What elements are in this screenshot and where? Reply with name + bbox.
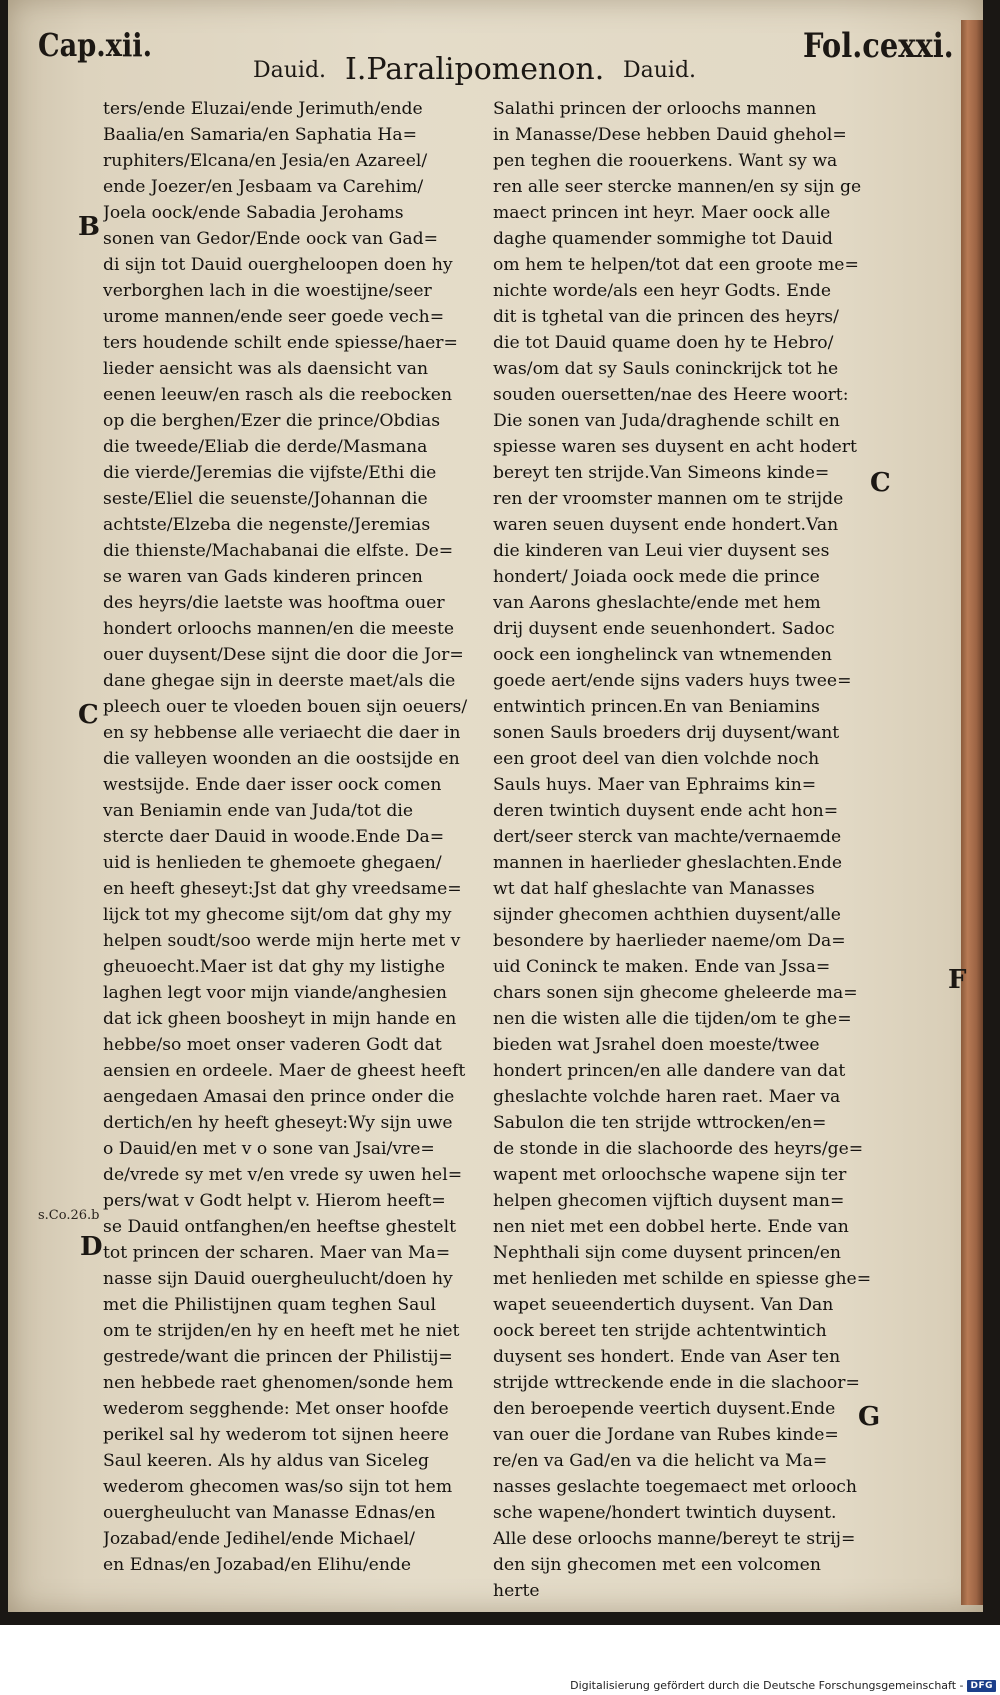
text-line: bereyt ten strijde.Van Simeons kinde= [493,463,830,483]
text-line: wapet seueendertich duysent. Van Dan [493,1295,834,1315]
text-line: Die sonen van Juda/draghende schilt en [493,411,840,431]
text-line: die kinderen van Leui vier duysent ses [493,541,830,561]
text-line: wapent met orloochsche wapene sijn ter [493,1165,847,1185]
text-line: dat ick gheen boosheyt in mijn hande en [103,1009,457,1029]
section-marker-d: D [80,1232,103,1262]
text-line: besondere by haerlieder naeme/om Da= [493,931,846,951]
text-line: goede aert/ende sijns vaders huys twee= [493,671,852,691]
text-line: strijde wttreckende ende in die slachoor= [493,1373,860,1393]
text-line: pen teghen die roouerkens. Want sy wa [493,151,838,171]
text-line: die tweede/Eliab die derde/Masmana [103,437,428,457]
text-line: hondert/ Joiada oock mede die prince [493,567,820,587]
text-line: en Ednas/en Jozabad/en Elihu/ende [103,1555,412,1575]
text-line: urome mannen/ende seer goede vech= [103,307,445,327]
text-line: chars sonen sijn ghecome gheleerde ma= [493,983,858,1003]
text-line: duysent ses hondert. Ende van Aser ten [493,1347,841,1367]
text-line: eenen leeuw/en rasch als die reebocken [103,385,453,405]
text-line: dane ghegae sijn in deerste maet/als die [103,671,456,691]
text-line: lijck tot my ghecome sijt/om dat ghy my [103,905,452,925]
text-line: die valleyen woonden an die oostsijde en [103,749,460,769]
text-line: die vierde/Jeremias die vijfste/Ethi die [103,463,437,483]
text-line: en sy hebbense alle veriaecht die daer in [103,723,461,743]
text-line: sijnder ghecomen achthien duysent/alle [493,905,841,925]
text-line: verborghen lach in die woestijne/seer [103,281,432,301]
text-line: hondert princen/en alle dandere van dat [493,1061,846,1081]
text-line: die thienste/Machabanai die elfste. De= [103,541,454,561]
text-line: herte [493,1581,540,1601]
text-line: achtste/Elzeba die negenste/Jeremias [103,515,431,535]
text-line: een groot deel van dien volchde noch [493,749,820,769]
text-line: nen niet met een dobbel herte. Ende van [493,1217,849,1237]
text-line: Alle dese orloochs manne/bereyt te strij= [493,1529,856,1549]
text-line: maect princen int heyr. Maer oock alle [493,203,831,223]
text-line: den sijn ghecomen met een volcomen [493,1555,821,1575]
folio-number: Fol.cexxi. [803,26,954,66]
running-head-left: Dauid. [253,58,327,83]
text-line: re/en va Gad/en va die helicht va Ma= [493,1451,828,1471]
text-line: bieden wat Jsrahel doen moeste/twee [493,1035,820,1055]
text-line: nichte worde/als een heyr Godts. Ende [493,281,832,301]
text-line: ende Joezer/en Jesbaam va Carehim/ [103,177,424,197]
text-line: gestrede/want die princen der Philistij= [103,1347,453,1367]
text-line: wt dat half gheslachte van Manasses [493,879,815,899]
text-line: den beroepende veertich duysent.Ende [493,1399,836,1419]
text-line: uid Coninck te maken. Ende van Jssa= [493,957,831,977]
text-line: helpen ghecomen vijftich duysent man= [493,1191,845,1211]
text-column-right [493,96,881,1604]
footer-credit [570,1679,1000,1692]
text-line: de stonde in die slachoorde des heyrs/ge= [493,1139,864,1159]
text-line: nen hebbede raet ghenomen/sonde hem [103,1373,454,1393]
text-line: van Beniamin ende van Juda/tot die [103,801,414,821]
text-line: aensien en ordeele. Maer de gheest heeft [103,1061,466,1081]
text-line: Joela oock/ende Sabadia Jerohams [103,203,404,223]
running-head-right: Dauid. [623,58,697,83]
text-line: om hem te helpen/tot dat een groote me= [493,255,859,275]
text-line: ters/ende Eluzai/ende Jerimuth/ende [103,99,423,119]
text-line: perikel sal hy wederom tot sijnen heere [103,1425,449,1445]
text-line: op die berghen/Ezer die prince/Obdias [103,411,441,431]
text-line: de/vrede sy met v/en vrede sy uwen hel= [103,1165,463,1185]
text-line: drij duysent ende seuenhondert. Sadoc [493,619,835,639]
text-line: gheuoecht.Maer ist dat ghy my listighe [103,957,446,977]
text-line: pers/wat v Godt helpt v. Hierom heeft= [103,1191,446,1211]
text-line: pleech ouer te vloeden bouen sijn oeuers/ [103,697,468,717]
text-column-left [103,96,488,1578]
text-line: gheslachte volchde haren raet. Maer va [493,1087,841,1107]
text-line: Saul keeren. Als hy aldus van Siceleg [103,1451,429,1471]
text-line: hebbe/so moet onser vaderen Godt dat [103,1035,442,1055]
text-line: in Manasse/Dese hebben Dauid ghehol= [493,125,847,145]
text-line: met henlieden met schilde en spiesse ghe= [493,1269,872,1289]
text-line: ren der vroomster mannen om te strijde [493,489,844,509]
text-line: om te strijden/en hy en heeft met he niet [103,1321,460,1341]
text-line: van Aarons gheslachte/ende met hem [493,593,821,613]
chapter-heading: Cap.xii. [38,26,153,64]
section-marker-c-left: C [78,700,99,730]
text-line: dert/seer sterck van machte/vernaemde [493,827,842,847]
text-line: tot princen der scharen. Maer van Ma= [103,1243,451,1263]
section-marker-g: G [858,1402,881,1432]
text-line: uid is henlieden te ghemoete ghegaen/ [103,853,442,873]
text-line: nasses geslachte toegemaect met orlooch [493,1477,857,1497]
section-marker-f: F [948,965,967,995]
page-edge [961,20,983,1605]
text-line: des heyrs/die laetste was hooftma ouer [103,593,445,613]
text-line: souden ouersetten/nae des Heere woort: [493,385,849,405]
text-line: daghe quamender sommighe tot Dauid [493,229,833,249]
text-line: dit is tghetal van die princen des heyrs/ [493,307,839,327]
text-line: nasse sijn Dauid ouergheulucht/doen hy [103,1269,453,1289]
section-marker-c-right: C [870,468,891,498]
text-line: Sauls huys. Maer van Ephraims kin= [493,775,817,795]
text-line: spiesse waren ses duysent en acht hodert [493,437,857,457]
text-line: hondert orloochs mannen/en die meeste [103,619,455,639]
text-line: entwintich princen.En van Beniamins [493,697,820,717]
text-line: Sabulon die ten strijde wttrocken/en= [493,1113,827,1133]
text-line: aengedaen Amasai den prince onder die [103,1087,455,1107]
margin-reference: s.Co.26.b [38,1208,100,1223]
text-line: mannen in haerlieder gheslachten.Ende [493,853,843,873]
text-line: dertich/en hy heeft gheseyt:Wy sijn uwe [103,1113,453,1133]
dfg-logo: DFG [967,1680,996,1692]
text-line: sonen Sauls broeders drij duysent/want [493,723,840,743]
text-line: ren alle seer stercke mannen/en sy sijn ge [493,177,862,197]
text-line: se Dauid ontfanghen/en heeftse ghestelt [103,1217,457,1237]
text-line: sche wapene/hondert twintich duysent. [493,1503,837,1523]
text-line: laghen legt voor mijn viande/anghesien [103,983,447,1003]
text-line: was/om dat sy Sauls coninckrijck tot he [493,359,839,379]
text-line: ters houdende schilt ende spiesse/haer= [103,333,458,353]
text-line: wederom segghende: Met onser hoofde [103,1399,449,1419]
text-line: ouer duysent/Dese sijnt die door die Jor= [103,645,464,665]
text-line: se waren van Gads kinderen princen [103,567,423,587]
text-line: Salathi princen der orloochs mannen [493,99,817,119]
book-page [8,0,983,1612]
text-line: Baalia/en Samaria/en Saphatia Ha= [103,125,417,145]
text-line: stercte daer Dauid in woode.Ende Da= [103,827,445,847]
text-line: ruphiters/Elcana/en Jesia/en Azareel/ [103,151,428,171]
text-line: deren twintich duysent ende acht hon= [493,801,839,821]
text-line: westsijde. Ende daer isser oock comen [103,775,442,795]
text-line: wederom ghecomen was/so sijn tot hem [103,1477,453,1497]
section-marker-b: B [78,212,100,242]
text-line: lieder aensicht was als daensicht van [103,359,429,379]
book-title: I.Paralipomenon. [345,52,605,87]
footer-credit-text: Digitalisierung gefördert durch die Deutsche Forschungsgemeinschaft - [570,1679,964,1692]
text-line: Jozabad/ende Jedihel/ende Michael/ [103,1529,415,1549]
text-line: die tot Dauid quame doen hy te Hebro/ [493,333,834,353]
text-line: o Dauid/en met v o sone van Jsai/vre= [103,1139,435,1159]
text-line: seste/Eliel die seuenste/Johannan die [103,489,428,509]
text-line: waren seuen duysent ende hondert.Van [493,515,839,535]
text-line: oock bereet ten strijde achtentwintich [493,1321,827,1341]
text-line: oock een ionghelinck van wtnemenden [493,645,832,665]
text-line: en heeft gheseyt:Jst dat ghy vreedsame= [103,879,462,899]
text-line: nen die wisten alle die tijden/om te ghe= [493,1009,852,1029]
text-line: sonen van Gedor/Ende oock van Gad= [103,229,439,249]
text-line: helpen soudt/soo werde mijn herte met v [103,931,461,951]
text-line: van ouer die Jordane van Rubes kinde= [493,1425,839,1445]
text-line: ouergheulucht van Manasse Ednas/en [103,1503,436,1523]
text-line: met die Philistijnen quam teghen Saul [103,1295,436,1315]
text-line: di sijn tot Dauid ouergheloopen doen hy [103,255,453,275]
text-line: Nephthali sijn come duysent princen/en [493,1243,841,1263]
